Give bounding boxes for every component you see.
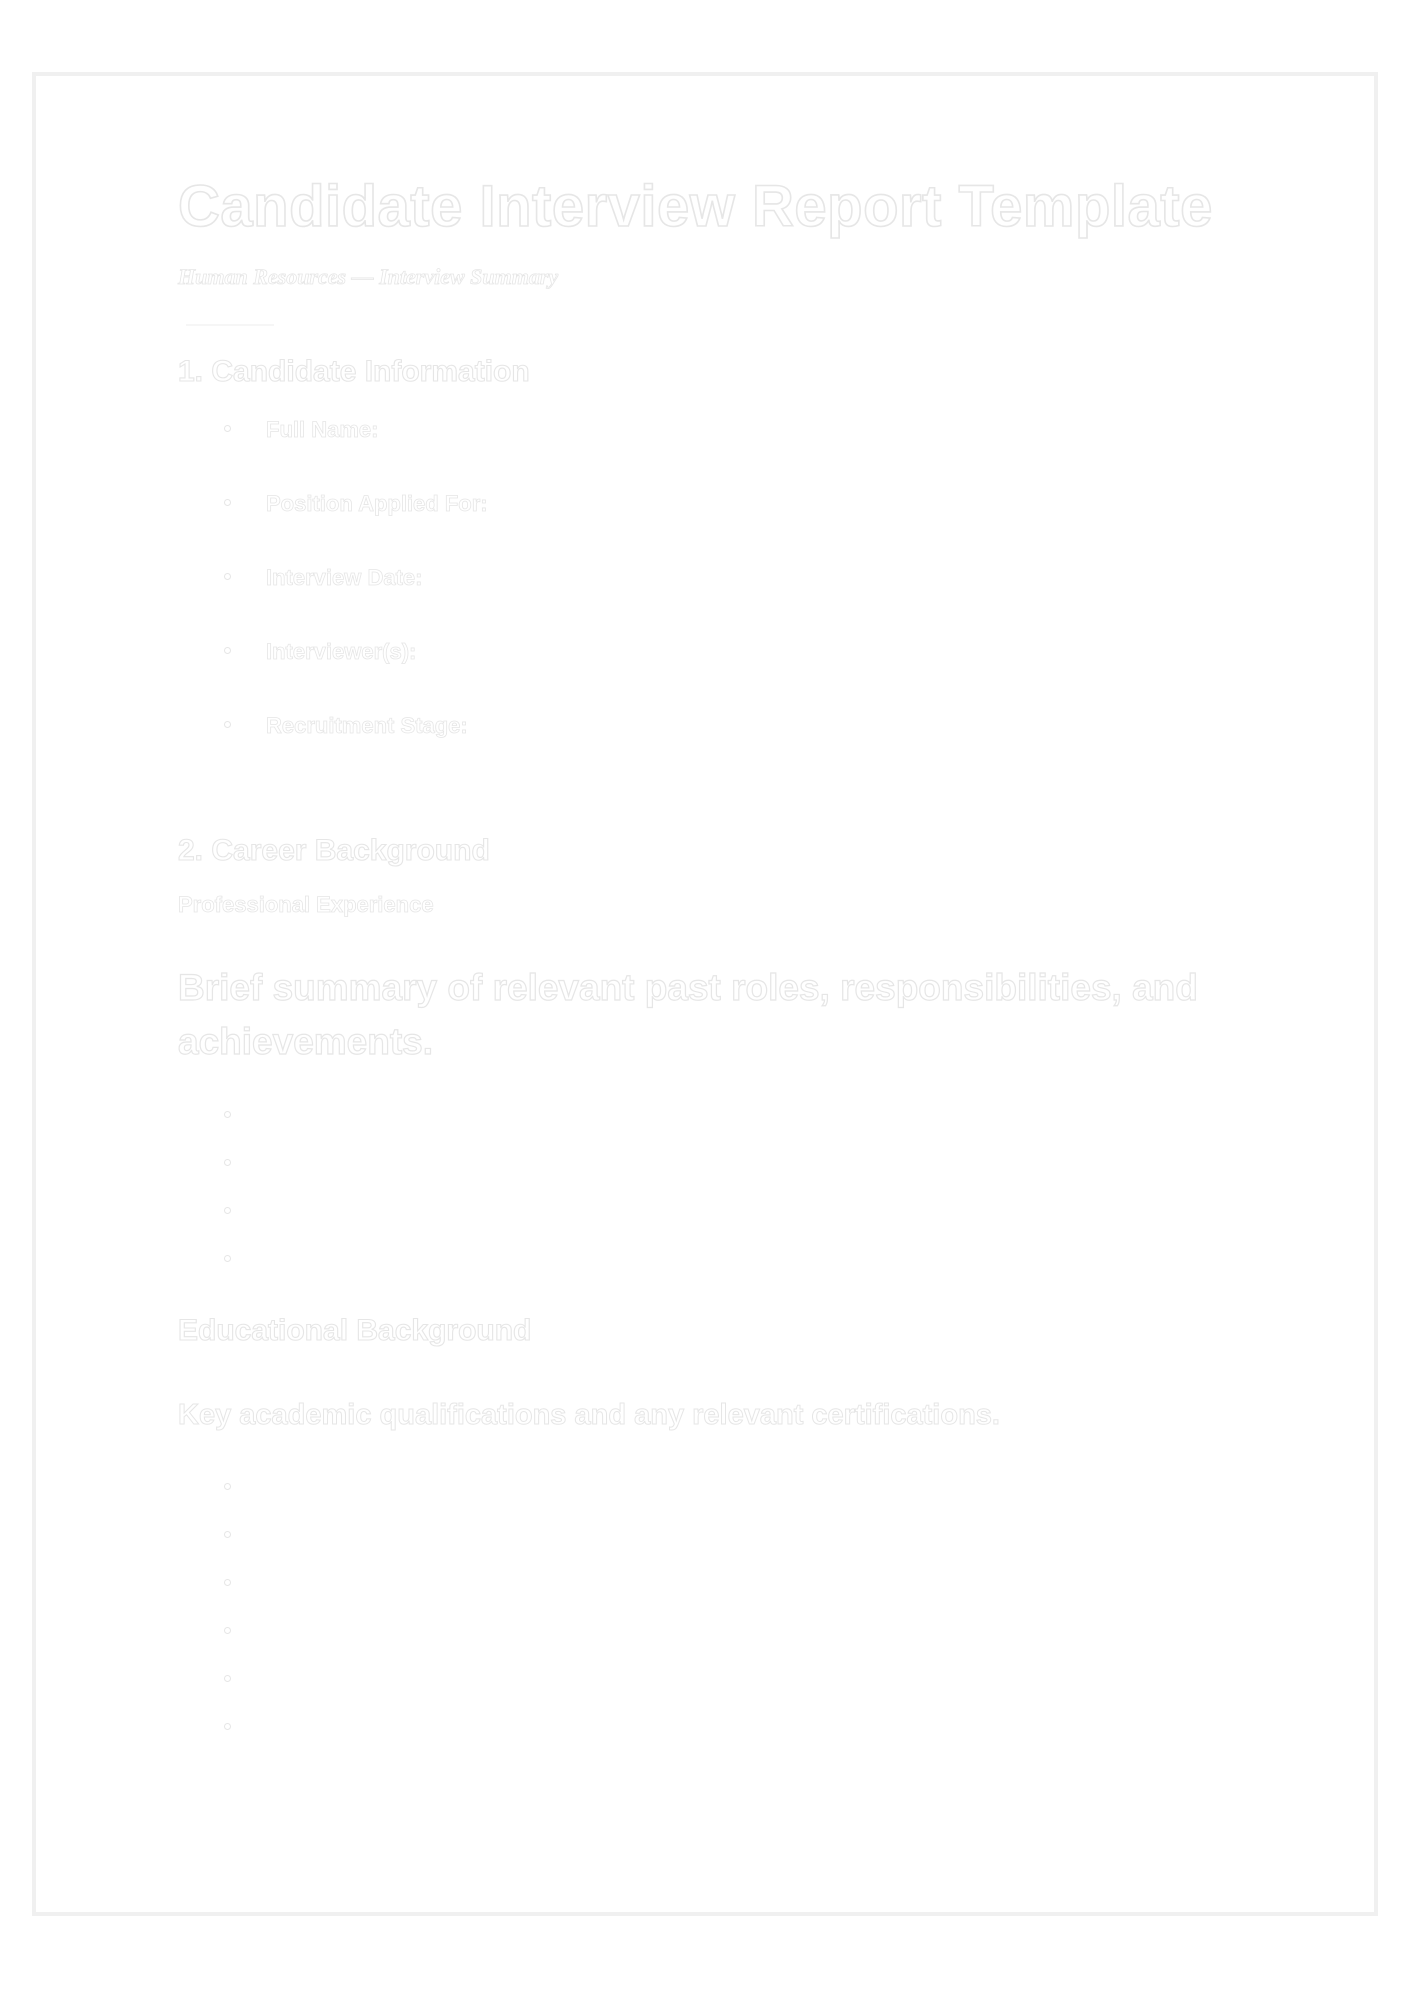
list-item-full-name [178,410,1298,450]
field-label: Interviewer(s): [266,639,417,664]
bullet-icon [224,1255,231,1262]
list-item [178,1559,1298,1607]
bullet-icon [224,573,231,580]
bullet-icon [224,1675,231,1682]
bullet-icon [224,721,231,728]
field-label: Full Name: [266,417,379,442]
bullet-icon [224,1531,231,1538]
bullet-icon [224,425,231,432]
field-label: Interview Date: [266,565,423,590]
subheading-educational-background: Educational Background [178,1314,532,1347]
list-item [178,1463,1298,1511]
section-heading-career-background: 2. Career Background [178,834,490,867]
list-item-position-applied-for [178,484,1298,524]
subheading-professional-experience: Professional Experience [178,892,434,917]
professional-experience-prompt: Brief summary of relevant past roles, responsibilities, and achievements. [178,967,1198,1062]
field-label: Recruitment Stage: [266,713,468,738]
candidate-field-list [178,410,1298,746]
section-heading-candidate-information: 1. Candidate Information [178,355,530,388]
document-title: Candidate Interview Report Template [178,174,1213,239]
education-bullet-list [178,1463,1298,1751]
list-item [178,1139,1298,1187]
document-content [178,172,1298,1751]
list-item [178,1235,1298,1283]
bullet-icon [224,1579,231,1586]
document-subtitle: Human Resources — Interview Summary [178,264,559,289]
list-item-interview-date [178,558,1298,598]
list-item [178,1091,1298,1139]
list-item [178,1187,1298,1235]
bullet-icon [224,1723,231,1730]
bullet-icon [224,1627,231,1634]
title-divider [186,324,274,326]
bullet-icon [224,1207,231,1214]
list-item-recruitment-stage [178,706,1298,746]
list-item [178,1703,1298,1751]
bullet-icon [224,1159,231,1166]
bullet-icon [224,1111,231,1118]
list-item-interviewers [178,632,1298,672]
bullet-icon [224,1483,231,1490]
list-item [178,1511,1298,1559]
bullet-icon [224,647,231,654]
field-label: Position Applied For: [266,491,488,516]
list-item [178,1607,1298,1655]
list-item [178,1655,1298,1703]
bullet-icon [224,499,231,506]
educational-background-prompt: Key academic qualifications and any relevant certifications. [178,1399,1000,1431]
document-page [32,72,1378,1916]
experience-bullet-list [178,1091,1298,1283]
